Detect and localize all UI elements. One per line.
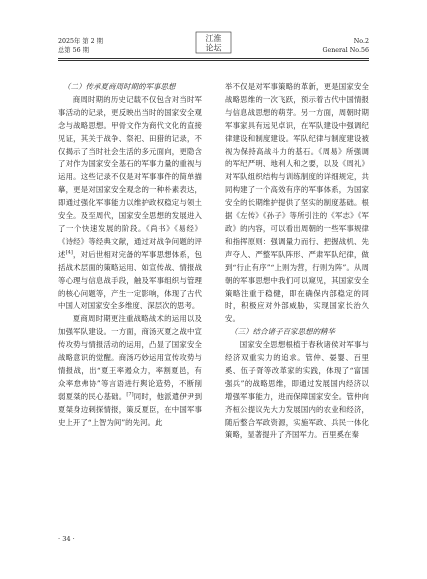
paragraph-text: 同时，他派遣伊尹到夏桀身边刺探情报，策反夏臣，在中国军事史上开了“上智为间”的先河。此 [58,391,203,427]
total-issue-en: General No.56 [322,46,369,54]
page-number: · 34 · [58,535,75,543]
body-paragraph [58,94,202,313]
journal-logo [195,31,232,54]
paragraph-text: 夏商周时期更注重战略战术的运用以及加强军队建设。一方面，商汤灭夏之战中宣传攻势与情报活动的运用，凸显了国家安全战略意识的觉醒。商汤巧妙运用宣传攻势与情报战，出“夏王率遏众力，率割夏邑，有众率怠弗协”等言语进行舆论造势，不断削弱夏桀的民心基础。 [58,314,202,401]
issue-number-zh: 2025年 第 2 期 [58,38,103,45]
left-column [58,81,202,429]
svg-text:论坛: 论坛 [205,43,222,53]
header-rule-secondary [58,60,369,61]
right-column [225,81,369,442]
paragraph-text: ，对后世相对完备的军事思想体系，包括战术层面的策略运用、如宣传战、情报战等心理与信息战手段，触及军事组织与管理的核心问题等，产生一定影响，体现了古代中国人对国家安全多维度、深层次的思考。 [58,249,202,311]
issue-number-en: No.2 [353,38,369,45]
paragraph-text: 商周时期的历史记载不仅包含对当时军事活动的记录，更反映出当时的国家安全观念与战略思想。甲骨文作为商代文化的直接见证，其关于战争、祭祀、田猎的记录，不仅揭示了当时社会生活的多元面向，更隐含了对作为国家安全基石的军事力量的重视与运用。这些记录不仅是对军事事件的简单描摹，更是对国家安全观念的一种朴素表达，即通过强化军事能力以维护政权稳定与领土安全。及至周代，国家安全思想的发展进入了一个快速发展的阶段。《尚书》《易经》《诗经》等经典文献，通过对战争问题的评述 [58,94,202,259]
body-paragraph [58,313,202,429]
section-heading-2: （二）传承夏商周时期的军事思想 [63,82,176,91]
body-paragraph-continued: 举不仅是对军事策略的革新，更是国家安全战略思维的一次飞跃，预示着古代中国情报与信息战思想的萌芽。另一方面，周朝时期军事家具有远见卓识，在军队建设中强调纪律建设和制度建设。军队纪律与制度建设被视为保持高战斗力的基石。《周易》所强调的军纪严明、地利人和之要，以及《周礼》对军队组织结构与训练制度的详细规定，共同构建了一个高效有序的军事体系，为国家安全的长期维护提供了坚实的制度基础。根据《左传》《孙子》等所引注的《军志》《军政》的内容，可以看出周朝的一些军事规律和指挥原则：强调量力而行、把握战机、先声夺人、严整军队阵形、严肃军队纪律，做到“行止有序”“上则为营，行则为阵”。从周朝的军事思想中我们可以窥见，其国家安全策略注重于稳健，即在确保内部稳定的同时，积极应对外部威胁，实现国家长治久安。 [225,82,369,324]
total-issue-zh: 总第 56 期 [58,46,89,54]
header-issue-block-en [322,38,369,55]
citation-ref: [4] [65,249,73,256]
citation-ref: [7] [126,391,134,398]
svg-text:江淮: 江淮 [205,34,222,43]
header-issue-block [58,38,103,55]
body-paragraph: 国家安全思想根植于春秋诸侯对军事与经济双重实力的追求。管仲、晏婴、百里奚、伍子胥等改革家的实践，体现了“富国强兵”的战略思维，即通过发展国内经济以增强军事能力，进而保障国家安全。管仲向齐桓公提议先大力发展国内的农业和经济，随后整合军政资源，实施军政、兵民一体化策略，显著提升了齐国军力。百里奚在秦 [225,340,369,440]
section-heading-3: （三）结合诸子百家思想的精华 [230,327,336,337]
